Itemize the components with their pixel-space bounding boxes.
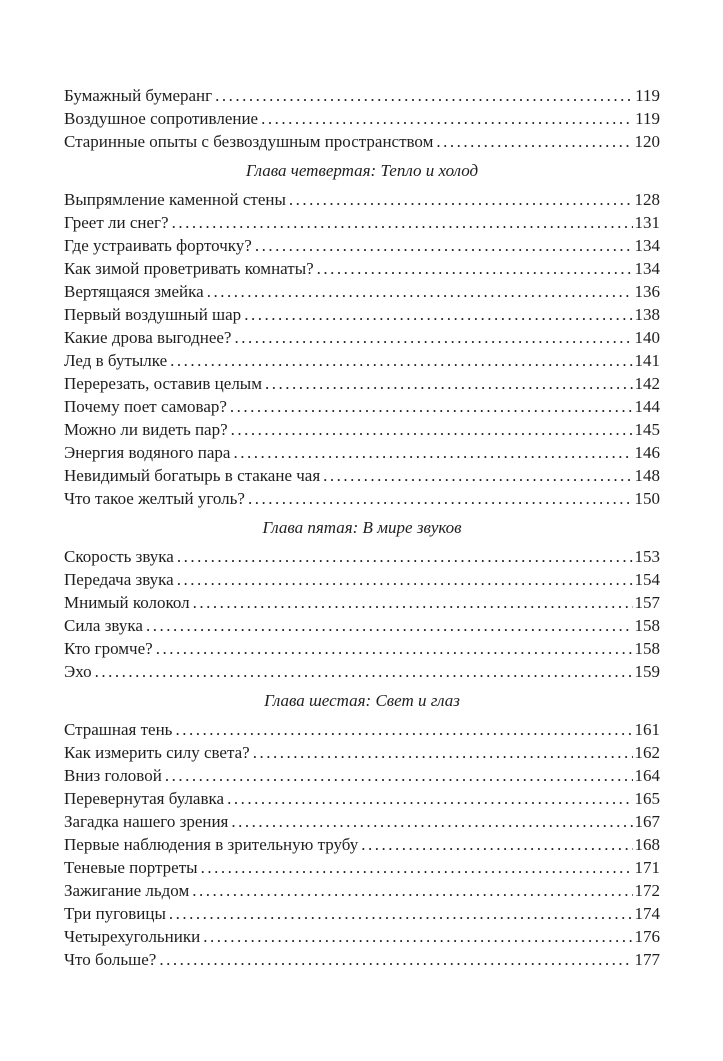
- toc-entry: [64, 257, 660, 280]
- dot-leader: [323, 464, 632, 487]
- dot-leader: [203, 925, 632, 948]
- toc-entry: [64, 441, 660, 464]
- toc-entry-page: 128: [634, 190, 660, 209]
- toc-entry-title: Первый воздушный шар: [64, 305, 242, 324]
- toc-entry: [64, 326, 660, 349]
- toc-entry: [64, 637, 660, 660]
- toc-entry-title: Сила звука: [64, 616, 143, 635]
- dot-leader: [201, 856, 633, 879]
- toc-entry-title: Вниз головой: [64, 766, 162, 785]
- toc-entry: [64, 372, 660, 395]
- toc-entry-title: Какие дрова выгоднее?: [64, 328, 232, 347]
- toc-entry-title: Почему поет самовар?: [64, 397, 227, 416]
- toc-entry: [64, 787, 660, 810]
- toc-entry: [64, 591, 660, 614]
- toc-entry-page: 162: [634, 743, 660, 762]
- chapter-heading: Глава шестая: Свет и глаз: [264, 691, 460, 710]
- dot-leader: [156, 637, 633, 660]
- toc-entry-page: 148: [634, 466, 660, 485]
- dot-leader: [255, 234, 633, 257]
- toc-entry-title: Выпрямление каменной стены: [64, 190, 286, 209]
- toc-entry: [64, 833, 660, 856]
- toc-entry-title: Греет ли снег?: [64, 213, 169, 232]
- toc-entry-page: 167: [634, 812, 660, 831]
- toc-entry-page: 144: [634, 397, 660, 416]
- toc-entry-title: Эхо: [64, 662, 92, 681]
- dot-leader: [159, 948, 632, 971]
- dot-leader: [289, 188, 633, 211]
- toc-entry: [64, 211, 660, 234]
- toc-entry: [64, 188, 660, 211]
- toc-entry-title: Страшная тень: [64, 720, 173, 739]
- dot-leader: [165, 764, 633, 787]
- toc-entry: [64, 418, 660, 441]
- toc-section-chapter-6: [64, 689, 660, 971]
- dot-leader: [233, 441, 632, 464]
- toc-entry-page: 145: [634, 420, 660, 439]
- dot-leader: [317, 257, 633, 280]
- toc-entry: [64, 810, 660, 833]
- toc-entry-page: 134: [634, 236, 660, 255]
- toc-entry-page: 176: [634, 927, 660, 946]
- dot-leader: [215, 84, 633, 107]
- dot-leader: [192, 879, 632, 902]
- toc-entry-page: 136: [634, 282, 660, 301]
- toc-entry-title: Лед в бутылке: [64, 351, 168, 370]
- toc-entry-page: 174: [634, 904, 660, 923]
- toc-entry-title: Воздушное сопротивление: [64, 109, 259, 128]
- toc-entry: [64, 925, 660, 948]
- dot-leader: [95, 660, 633, 683]
- toc-entry-page: 171: [634, 858, 660, 877]
- toc-entry: [64, 107, 660, 130]
- dot-leader: [253, 741, 633, 764]
- toc-entry: [64, 395, 660, 418]
- toc-entry-title: Скорость звука: [64, 547, 174, 566]
- toc-entry: [64, 303, 660, 326]
- toc-entry-title: Где устраивать форточку?: [64, 236, 252, 255]
- chapter-heading: Глава четвертая: Тепло и холод: [245, 161, 479, 180]
- toc-entry-page: 140: [634, 328, 660, 347]
- toc-entry: [64, 464, 660, 487]
- toc-entry-title: Что такое желтый уголь?: [64, 489, 245, 508]
- toc-section-continued: [64, 84, 660, 153]
- toc-section-chapter-5: [64, 516, 660, 683]
- toc-entry-page: 159: [634, 662, 660, 681]
- toc-entry-title: Первые наблюдения в зрительную трубу: [64, 835, 359, 854]
- toc-entry-page: 119: [635, 86, 660, 105]
- dot-leader: [175, 718, 632, 741]
- toc-entry-page: 153: [634, 547, 660, 566]
- toc-entry-page: 168: [634, 835, 660, 854]
- chapter-heading: Глава пятая: В мире звуков: [262, 518, 462, 537]
- toc-entry-title: Что больше?: [64, 950, 157, 969]
- toc-entry: [64, 741, 660, 764]
- toc-entry-title: Зажигание льдом: [64, 881, 190, 900]
- dot-leader: [231, 810, 632, 833]
- dot-leader: [244, 303, 632, 326]
- toc-entry-page: 131: [634, 213, 660, 232]
- toc-entry: [64, 614, 660, 637]
- toc-entry-page: 142: [634, 374, 660, 393]
- toc-entry-title: Как измерить силу света?: [64, 743, 250, 762]
- dot-leader: [193, 591, 633, 614]
- toc-entry-page: 134: [634, 259, 660, 278]
- toc-entry-page: 177: [634, 950, 660, 969]
- toc-entry-title: Мнимый колокол: [64, 593, 190, 612]
- dot-leader: [230, 395, 633, 418]
- toc-entry-title: Кто громче?: [64, 639, 153, 658]
- toc-entry: [64, 879, 660, 902]
- toc-entry-page: 146: [634, 443, 660, 462]
- toc-entry: [64, 856, 660, 879]
- dot-leader: [234, 326, 632, 349]
- toc-entry-page: 119: [635, 109, 660, 128]
- dot-leader: [436, 130, 632, 153]
- toc-entry: [64, 568, 660, 591]
- toc-entry-page: 172: [634, 881, 660, 900]
- dot-leader: [177, 568, 633, 591]
- dot-leader: [170, 349, 632, 372]
- toc-entry-page: 138: [634, 305, 660, 324]
- toc-entry-page: 164: [634, 766, 660, 785]
- toc-entry: [64, 718, 660, 741]
- toc-entry-title: Загадка нашего зрения: [64, 812, 229, 831]
- toc-entry: [64, 660, 660, 683]
- toc-entry-page: 158: [634, 616, 660, 635]
- toc-entry-page: 141: [634, 351, 660, 370]
- toc-entry: [64, 764, 660, 787]
- toc-entry-title: Передача звука: [64, 570, 174, 589]
- toc-entry-title: Энергия водяного пара: [64, 443, 231, 462]
- toc-section-chapter-4: [64, 159, 660, 510]
- toc-entry-title: Три пуговицы: [64, 904, 166, 923]
- toc-entry-title: Бумажный бумеранг: [64, 86, 213, 105]
- toc-entry-page: 120: [634, 132, 660, 151]
- toc-entry-title: Невидимый богатырь в стакане чая: [64, 466, 321, 485]
- toc-entry-page: 150: [634, 489, 660, 508]
- dot-leader: [227, 787, 632, 810]
- toc-entry: [64, 902, 660, 925]
- dot-leader: [172, 211, 633, 234]
- toc-entry-title: Как зимой проветривать комнаты?: [64, 259, 314, 278]
- dot-leader: [265, 372, 633, 395]
- toc-entry: [64, 234, 660, 257]
- toc-entry: [64, 84, 660, 107]
- toc-entry-page: 154: [634, 570, 660, 589]
- toc-entry-title: Перевернутая булавка: [64, 789, 225, 808]
- dot-leader: [177, 545, 633, 568]
- toc-entry-title: Можно ли видеть пар?: [64, 420, 228, 439]
- toc-entry: [64, 948, 660, 971]
- dot-leader: [261, 107, 633, 130]
- toc-entry: [64, 349, 660, 372]
- dot-leader: [207, 280, 633, 303]
- toc-entry-title: Старинные опыты с безвоздушным пространством: [64, 132, 434, 151]
- toc-entry: [64, 130, 660, 153]
- dot-leader: [361, 833, 632, 856]
- toc-entry-page: 165: [634, 789, 660, 808]
- toc-entry: [64, 487, 660, 510]
- toc-entry: [64, 280, 660, 303]
- toc-entry: [64, 545, 660, 568]
- dot-leader: [248, 487, 633, 510]
- dot-leader: [169, 902, 633, 925]
- toc-entry-title: Перерезать, оставив целым: [64, 374, 262, 393]
- dot-leader: [231, 418, 633, 441]
- toc-entry-page: 161: [634, 720, 660, 739]
- dot-leader: [146, 614, 633, 637]
- toc-entry-title: Четырехугольники: [64, 927, 201, 946]
- toc-entry-page: 157: [634, 593, 660, 612]
- toc-entry-title: Вертящаяся змейка: [64, 282, 204, 301]
- toc-entry-page: 158: [634, 639, 660, 658]
- toc-entry-title: Теневые портреты: [64, 858, 198, 877]
